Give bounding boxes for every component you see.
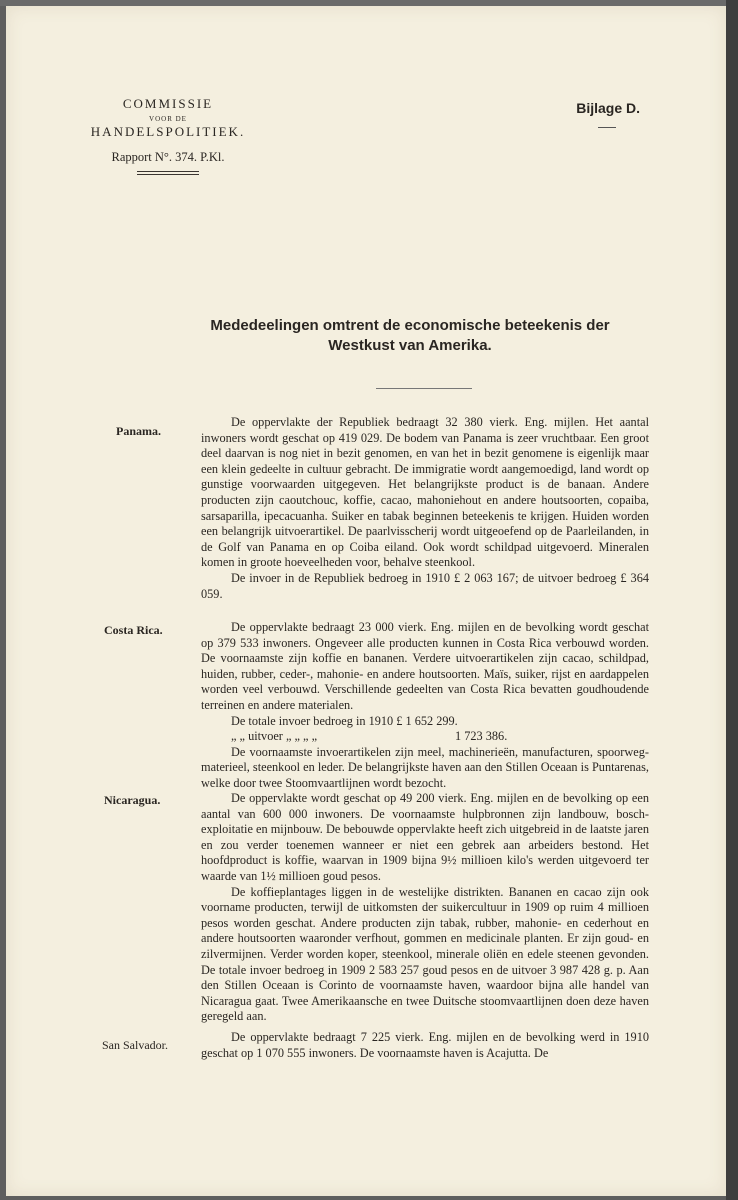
- section-san-salvador: [201, 1030, 649, 1061]
- scan-border-right: [726, 0, 738, 1200]
- org-line-1: COMMISSIE: [122, 96, 214, 111]
- section-panama: [201, 415, 649, 602]
- section-costa-rica: [201, 620, 649, 792]
- costa-rica-paragraph-4: De voornaamste invoerartikelen zijn meel, machinerieën, manufacturen, spoorweg-materieel, steenkool en leder. De belangrijkste haven aan den Stillen Oceaan is Puntarenas, welke door twee Stoomvaartlijnen wordt bezocht.: [201, 744, 649, 790]
- side-label-costa-rica: Costa Rica.: [104, 623, 163, 637]
- nicaragua-paragraph-2: De koffieplantages liggen in de westelijke distrikten. Bananen en cacao zijn ook voorname producten, terwijl de uitkomsten der suikercultuur in 1909 op ruim 4 millioen pesos worden geschat. Andere producten zijn tabak, rubber, mahonie- en cederhout en andere houtsoorten waaronder verfhout, gommen en medicinale planten. Er zijn goud- en zilvermijnen. Verder worden koper, steenkool, minerale oliën en edele steenen gevonden. De totale invoer bedroeg in 1909 2 583 257 goud pesos en de uitvoer 3 987 428 g. p. Aan den Stillen Oceaan is Corinto de voornaamste haven, waardoor bijna alle handel van Nicaragua gaat. Twee Amerikaansche en twee Duitsche stoomvaartlijnen doen deze haven geregeld aan.: [201, 884, 649, 1024]
- document-title: [200, 316, 620, 356]
- appendix-label: Bijlage D.: [576, 100, 640, 116]
- section-nicaragua: [201, 791, 649, 1025]
- title-rule: [376, 388, 472, 389]
- panama-paragraph-1: De oppervlakte der Republiek bedraagt 32 380 vierk. Eng. mijlen. Het aantal inwoners wordt geschat op 419 029. De bodem van Panama is zeer vruchtbaar. Een groot deel daarvan is nog niet in bezit genomen, en van het in bezit genomene is eigenlijk maar een klein gedeelte in cultuur gebracht. De immigratie wordt aangemoedigd, land wordt op gunstige voorwaarden uitgegeven. Het belangrijkste product is de banaan. Andere producten zijn caoutchouc, koffie, cacao, mahoniehout en andere houtsoorten, copaiba, sarsaparilla, ipecacuanha. Suiker en tabak beginnen beteekenis te krijgen. Huiden worden een belangrijk uitvoerartikel. De paarlvisscherij wordt uitgeoefend op de Paarleilanden, in de Golf van Panama en op Coiba eiland. Ook wordt schildpad uitgevoerd. Mineralen komen in groote hoeveelheden voor, behalve steenkool.: [201, 415, 649, 570]
- panama-paragraph-2: De invoer in de Republiek bedroeg in 1910 £ 2 063 167; de uitvoer bedroeg £ 364 059.: [201, 570, 649, 601]
- costa-rica-paragraph-1: De oppervlakte bedraagt 23 000 vierk. Eng. mijlen en de bevolking wordt geschat op 379 533 inwoners. Ongeveer alle producten kunnen in Costa Rica verbouwd worden. De voornaamste zijn koffie en bananen. Verdere uitvoerartikelen zijn cacao, schildpad, huiden, rubber, ceder-, mahonie- en andere houtsoorten. Maïs, suiker, rijst en aardappelen worden veel verbouwd. Verschillende gedeelten van Costa Rica bevatten goudhoudende terreinen en andere materialen.: [201, 620, 649, 712]
- side-label-nicaragua: Nicaragua.: [104, 793, 161, 807]
- san-salvador-paragraph-1: De oppervlakte bedraagt 7 225 vierk. Eng. mijlen en de bevolking werd in 1910 geschat op 1 070 555 inwoners. De voornaamste haven is Acajutta. De: [201, 1030, 649, 1060]
- title-line-2: Westkust van Amerika.: [328, 337, 492, 354]
- nicaragua-paragraph-1: De oppervlakte wordt geschat op 49 200 vierk. Eng. mijlen en de bevolking op een aantal van 600 000 inwoners. De voornaamste hulpbronnen zijn landbouw, bosch-exploitatie en mijnbouw. De bebouwde oppervlakte heeft zich uitgebreid in de laatste jaren en zou verder toenemen wanneer er niet een gebrek aan arbeiders bestond. Het hoofdproduct is koffie, waarvan in 1909 bijna 9½ millioen kilo's werden uitgevoerd ter waarde van 1½ millioen goud pesos.: [201, 791, 649, 883]
- appendix-rule: [598, 127, 616, 128]
- org-line-3: HANDELSPOLITIEK.: [90, 124, 246, 139]
- costa-rica-paragraph-2: De totale invoer bedroeg in 1910 £ 1 652 299.: [231, 713, 458, 728]
- org-line-2: VOOR DE: [149, 115, 187, 123]
- commission-header: [80, 96, 256, 175]
- costa-rica-export-row: [201, 729, 649, 745]
- report-number: Rapport N°. 374. P.Kl.: [111, 150, 225, 164]
- export-value: 1 723 386.: [455, 729, 508, 744]
- header-double-rule: [137, 171, 199, 175]
- side-label-panama: Panama.: [116, 424, 161, 438]
- ditto-marks: „ „ uitvoer „ „ „ „: [231, 729, 318, 744]
- side-label-san-salvador: San Salvador.: [102, 1038, 168, 1052]
- title-line-1: Mededeelingen omtrent de economische beteekenis der: [210, 317, 610, 334]
